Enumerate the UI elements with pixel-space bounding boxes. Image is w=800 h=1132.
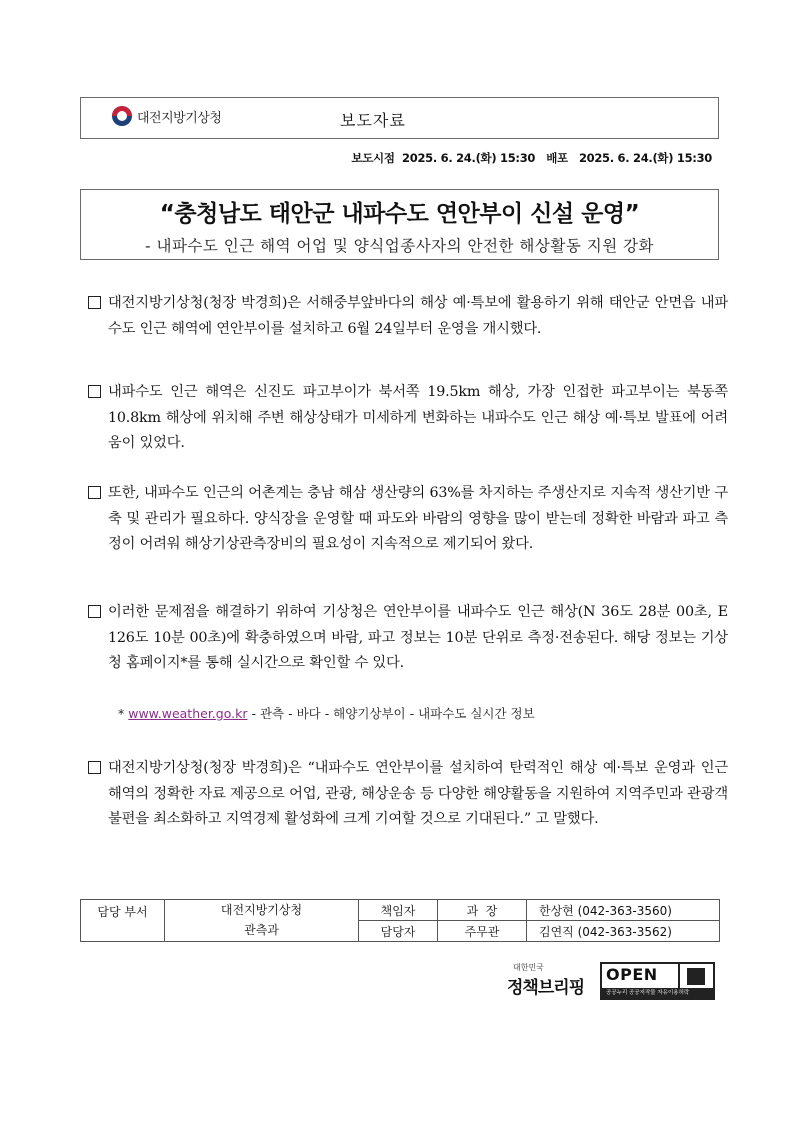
taegeuk-logo-icon <box>112 106 132 126</box>
page-subtitle: - 내파수도 인근 해역 어업 및 양식업종사자의 안전한 해상활동 지원 강화 <box>144 237 655 255</box>
agency-name: 대전지방기상청 <box>137 110 222 126</box>
paragraph-text: 또한, 내파수도 인근의 어촌계는 충남 해삼 생산량의 63%를 차지하는 주생산지로 지속적 생산기반 구축 및 관리가 필요하다. 양식장을 운영할 때 파도와 바람의 영향을 많이 받는데 정확한 바람과 파고 측정이 어려워 해상기상관측장비의 필요성이 지속적으로 제기되어 왔다. <box>108 485 728 552</box>
checkbox-bullet-icon <box>88 385 101 398</box>
policy-briefing-logo <box>507 962 584 998</box>
checkbox-bullet-icon <box>88 486 101 499</box>
policy-briefing-small-text: 대한민국 <box>513 963 544 972</box>
dept-name-line-1: 대전지방기상청 <box>220 903 303 917</box>
checkbox-bullet-icon <box>88 605 101 618</box>
paragraph-5 <box>88 756 728 833</box>
footnote-path: - 관측 - 바다 - 해양기상부이 - 내파수도 실시간 정보 <box>247 706 535 721</box>
footnote-marker: * <box>118 706 125 721</box>
paragraph-3 <box>88 481 728 558</box>
open-license-badge <box>600 962 715 1000</box>
paragraph-text: 대전지방기상청(청장 박경희)은 “내파수도 연안부이를 설치하여 탄력적인 해상 예·특보 운영과 인근 해역의 정확한 자료 제공으로 어업, 관광, 해상운송 등 다양한 해양활동을 지원하여 지역주민과 관광객 불편을 최소화하고 지역경제 활성화에 크게 기여할 것으로 기대된다.” 고 말했다. <box>108 760 728 827</box>
dept-name-line-2: 관측과 <box>244 923 279 937</box>
release-info: 보도시점 2025. 6. 24.(화) 15:30 배포 2025. 6. 24.(화) 15:30 <box>351 151 712 165</box>
paragraph-text: 내파수도 인근 해역은 신진도 파고부이가 북서쪽 19.5km 해상, 가장 인접한 파고부이는 북동쪽 10.8km 해상에 위치해 주변 해상상태가 미세하게 변화하는 내파수도 인근 해상 예·특보 발표에 어려움이 있었다. <box>108 384 728 451</box>
paragraph-4 <box>88 600 728 677</box>
footnote <box>118 704 535 722</box>
paragraph-text: 이러한 문제점을 해결하기 위하여 기상청은 연안부이를 내파수도 인근 해상(N 36도 28분 00초, E 126도 10분 00초)에 확충하였으며 바람, 파고 정보는 10분 단위로 측정·전송된다. 해당 정보는 기상청 홈페이지*를 통해 실시간으로 확인할 수 있다. <box>108 604 728 671</box>
title-cell: 과 장 <box>438 900 527 921</box>
open-word: OPEN <box>606 965 658 984</box>
checkbox-bullet-icon <box>88 761 101 774</box>
title-cell: 주무관 <box>438 921 527 942</box>
open-license-caption: 공공누리 공공저작물 자유이용허락 <box>602 988 713 998</box>
dept-label: 담당 부서 <box>81 900 165 942</box>
document-type: 보도자료 <box>340 111 406 130</box>
person-cell: 김연직 (042-363-3562) <box>527 921 720 942</box>
page-title: “충청남도 태안군 내파수도 연안부이 신설 운영” <box>159 201 640 227</box>
person-cell: 한상현 (042-363-3560) <box>527 900 720 921</box>
dept-name <box>165 900 359 942</box>
role-cell: 담당자 <box>359 921 438 942</box>
contact-table <box>80 899 720 942</box>
paragraph-text: 대전지방기상청(청장 박경희)은 서해중부앞바다의 해상 예·특보에 활용하기 위해 태안군 안면읍 내파수도 인근 해역에 연안부이를 설치하고 6월 24일부터 운영을 개시했다. <box>108 295 728 337</box>
badge-divider <box>678 964 680 989</box>
role-cell: 책임자 <box>359 900 438 921</box>
checkbox-bullet-icon <box>88 296 101 309</box>
paragraph-2 <box>88 380 728 457</box>
attribution-person-icon <box>687 968 705 985</box>
paragraph-1 <box>88 291 728 342</box>
table-row <box>81 900 720 921</box>
policy-briefing-text: 정책브리핑 <box>507 978 585 998</box>
agency-logo <box>112 106 221 126</box>
weather-site-link[interactable]: www.weather.go.kr <box>128 706 248 721</box>
